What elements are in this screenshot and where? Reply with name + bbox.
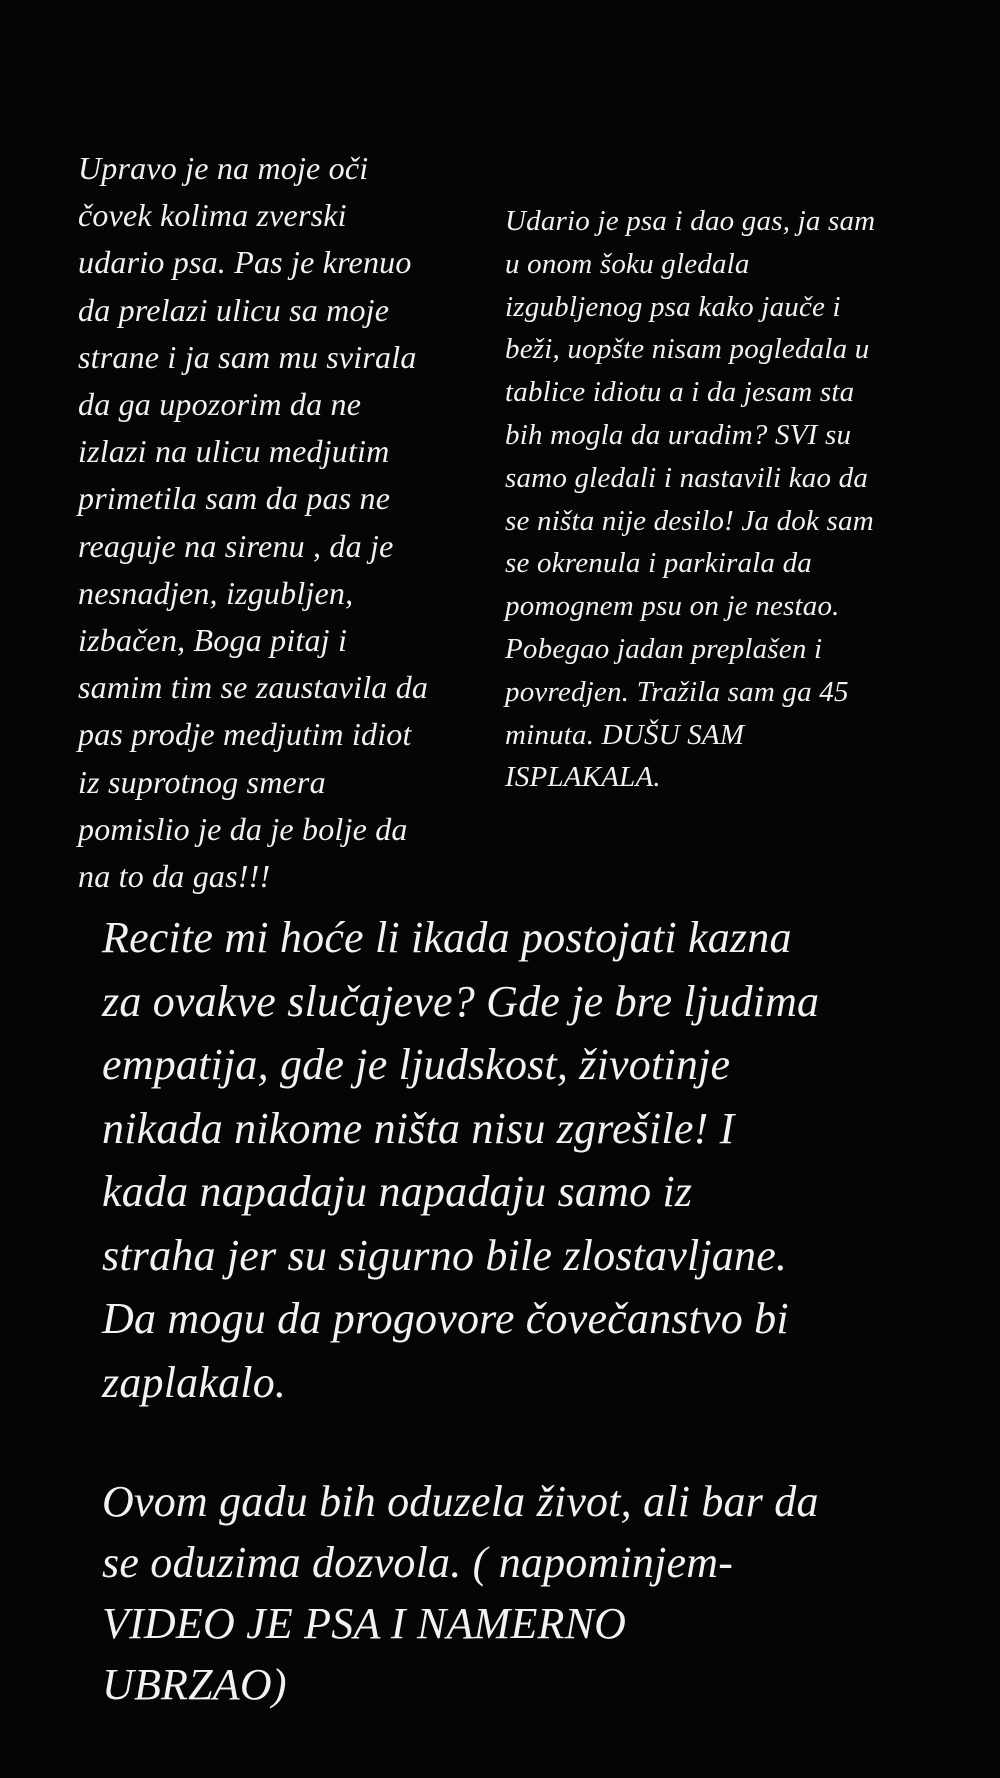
story-closing-paragraph: Ovom gadu bih oduzela život, ali bar da se oduzima dozvola. ( napominjem- VIDEO JE PSA I NAMERNO UBRZAO) [102, 1477, 819, 1709]
story-text-left-column: Upravo je na moje oči čovek kolima zverski udario psa. Pas je krenuo da prelazi ulicu sa moje strane i ja sam mu svirala da ga upozorim da ne izlazi na ulicu medjutim primetila sam da pas ne reaguje na sirenu , da je nesnadjen, izgubljen, izbačen, Boga pitaj i samim tim se zaustavila da pas prodje medjutim idiot iz suprotnog smera pomislio je da je bolje da na to da gas!!! [78, 150, 429, 895]
story-text-right-column: Udario je psa i dao gas, ja sam u onom šoku gledala izgubljenog psa kako jauče i beži, uopšte nisam pogledala u tablice idiotu a i da jesam sta bih mogla da uradim? SVI su samo gledali i nastavili kao da se ništa nije desilo! Ja dok sam se okrenula i parkirala da pomognem psu on je nestao. Pobegao jadan preplašen i povredjen. Tražila sam ga 45 minuta. DUŠU SAM ISPLAKALA. [505, 205, 876, 794]
story-main-paragraph: Recite mi hoće li ikada postojati kazna za ovakve slučajeve? Gde je bre ljudima empatija, gde je ljudskost, životinje nikada nikome ništa nisu zgrešile! I kada napadaju napadaju samo iz straha jer su sigurno bile zlostavljane. Da mogu da progovore čovečanstvo bi zaplakalo. [102, 913, 820, 1407]
